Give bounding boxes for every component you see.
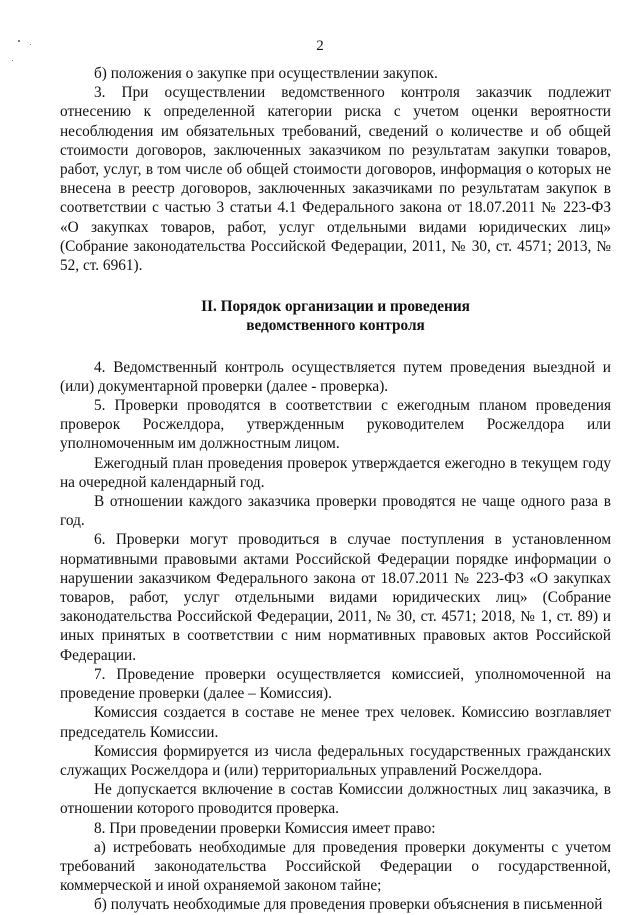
paragraph-6: 6. Проверки могут проводиться в случае поступления в установленном нормативными правовыми актами Российской Федерации порядке информации о нарушении заказчиком Федерального закона от 18.07.2011 № 223-ФЗ «О закупках товаров, работ, услуг отдельными видами юридических лиц» (Собрание законодательства Российской Федерации, 2011, № 30, ст. 4571; 2018, № 1, ст. 89) и иных принятых в соответствии с ним нормативных правовых актов Российской Федерации. [60, 531, 611, 664]
paragraph-8: 8. При проведении проверки Комиссия имеет право: [94, 819, 436, 837]
document-body [60, 64, 611, 915]
paragraph-3: 3. При осуществлении ведомственного контроля заказчик подлежит отнесению к определенной категории риска с учетом оценки вероятности несоблюдения им обязательных требований, сведений о количестве и об общей стоимости договоров, заключенных заказчиком по результатам закупки товаров, работ, услуг, в том числе об общей стоимости договоров, информация о которых не внесена в реестр договоров, заключенных заказчиками по результатам закупок в соответствии с частью 3 статьи 4.1 Федерального закона от 18.07.2011 № 223-ФЗ «О закупках товаров, работ, услуг отдельными видами юридических лиц» (Собрание законодательства Российской Федерации, 2011, № 30, ст. 4571; 2013, № 52, ст. 6961). [60, 84, 611, 275]
scan-speck [12, 60, 13, 61]
page-number: 2 [316, 38, 324, 54]
paragraph-8-a: а) истребовать необходимые для проведения проверки документы с учетом требований законодательства Российской Федерации о государственной, коммерческой и иной охраняемой законом тайне; [60, 838, 611, 895]
paragraph-5-plan: Ежегодный план проведения проверок утверждается ежегодно в текущем году на очередной календарный год. [60, 454, 611, 491]
paragraph-7-exclusion: Не допускается включение в состав Комиссии должностных лиц заказчика, в отношении которого проводится проверка. [60, 781, 611, 818]
paragraph-8-b: б) получать необходимые для проведения проверки объяснения в письменной [94, 896, 603, 914]
section-heading-line1: II. Порядок организации и проведения [201, 298, 470, 316]
paragraph-7: 7. Проведение проверки осуществляется комиссией, уполномоченной на проведение проверки (далее – Комиссия). [60, 665, 611, 703]
paragraph-7-composition: Комиссия создается в составе не менее трех человек. Комиссию возглавляет председатель Комиссии. [60, 704, 611, 741]
paragraph-4: 4. Ведомственный контроль осуществляется путем проведения выездной и (или) документарной проверки (далее - проверка). [60, 358, 611, 395]
paragraph-7-formation: Комиссия формируется из числа федеральных государственных гражданских служащих Росжелдора и (или) территориальных управлений Росжелдора. [60, 742, 611, 779]
paragraph-b-procurement-regulation: б) положения о закупке при осуществлении закупок. [94, 65, 438, 82]
paragraph-5: 5. Проверки проводятся в соответствии с ежегодным планом проведения проверок Росжелдора, утвержденным руководителем Росжелдора или уполномоченным им должностным лицом. [60, 397, 611, 453]
section-heading-line2: ведомственного контроля [246, 317, 425, 335]
section-heading [60, 297, 611, 335]
paragraph-5-frequency: В отношении каждого заказчика проверки проводятся не чаще одного раза в год. [60, 493, 611, 530]
